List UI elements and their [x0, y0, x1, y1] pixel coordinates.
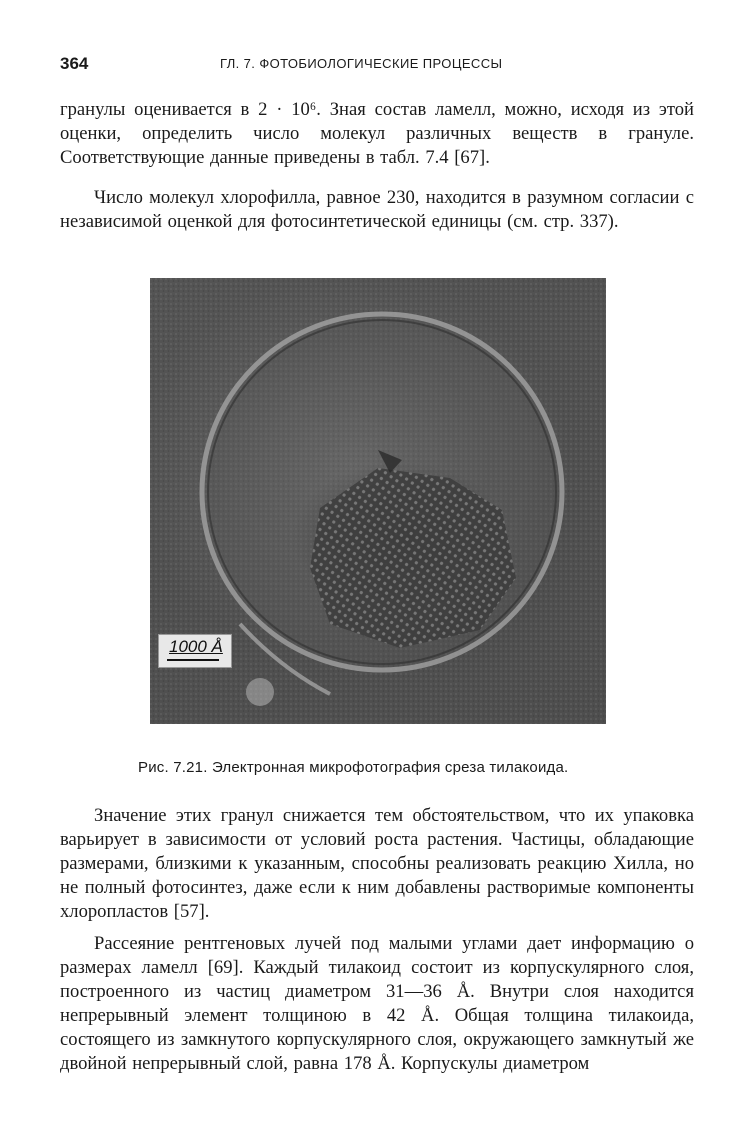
page-header	[60, 54, 700, 80]
paragraph-3: Значение этих гранул снижается тем обстоятельством, что их упаковка варьирует в зависимости от условий роста растения. Частицы, обладающие размерами, близкими к указанным, способны реализовать реакцию Хилла, но не полный фотосинтез, даже если к ним добавлены растворимые компоненты хлоропластов [57].	[60, 805, 694, 922]
scale-bar	[167, 659, 219, 661]
running-head: ГЛ. 7. ФОТОБИОЛОГИЧЕСКИЕ ПРОЦЕССЫ	[220, 56, 503, 71]
paragraph-1: гранулы оценивается в 2 · 10⁶. Зная состав ламелл, можно, исходя из этой оценки, определить число молекул различных веществ в грануле. Соответствующие данные приведены в табл. 7.4 [67].	[60, 99, 694, 168]
scale-bar-label	[158, 634, 232, 668]
paragraph-2: Число молекул хлорофилла, равное 230, находится в разумном согласии с независимой оценкой для фотосинтетической единицы (см. стр. 337).	[60, 187, 694, 232]
scale-text: 1000 Å	[169, 637, 223, 656]
figure-caption: Рис. 7.21. Электронная микрофотография среза тилакоида.	[138, 759, 569, 776]
paragraph-4: Рассеяние рентгеновых лучей под малыми углами дает информацию о размерах ламелл [69]. Каждый тилакоид состоит из корпускулярного слоя, построенного из частиц диаметром 31—36 Å. Внутри слоя находится непрерывный элемент толщиною в 42 Å. Общая толщина тилакоида, состоящего из замкнутого корпускулярного слоя, окружающего замкнутый же двойной непрерывный слой, равна 178 Å. Корпускулы диаметром	[60, 933, 694, 1074]
page-number: 364	[60, 54, 89, 73]
electron-micrograph	[150, 278, 606, 724]
